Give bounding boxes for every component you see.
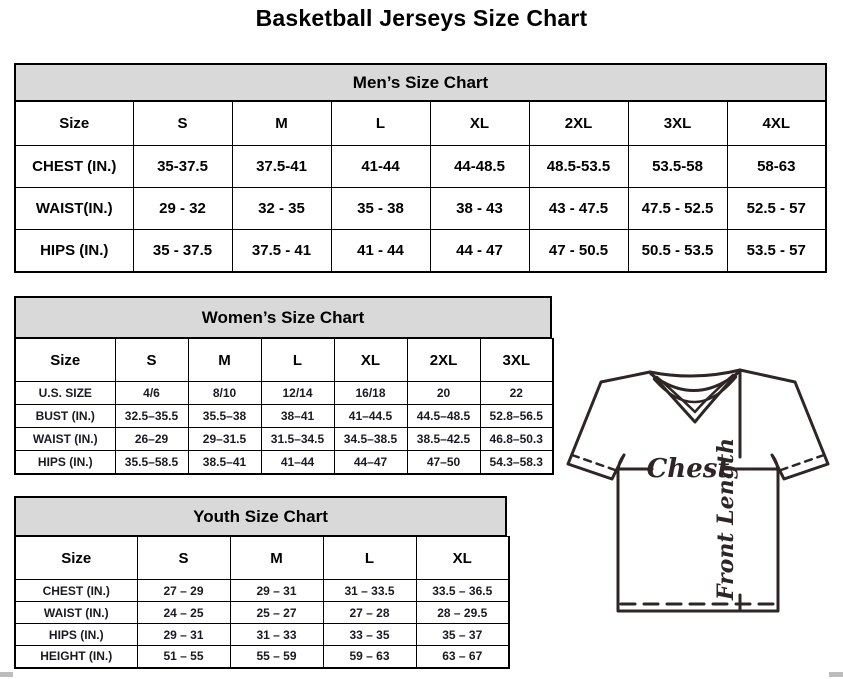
- jersey-vneck-outer: [650, 370, 740, 422]
- table-cell: 53.5 - 57: [727, 230, 826, 272]
- chest-label: Chest: [646, 454, 730, 484]
- table-header-row: [15, 537, 509, 580]
- youth-size-chart-section: [14, 496, 507, 669]
- row-label: HIPS (IN.): [15, 230, 133, 272]
- table-cell: 27 – 28: [323, 602, 416, 624]
- table-cell: 4/6: [115, 382, 188, 405]
- column-header: 2XL: [529, 102, 628, 146]
- table-header-row: [15, 102, 826, 146]
- column-header: XL: [430, 102, 529, 146]
- mens-size-chart-section: [14, 63, 827, 273]
- table-cell: 8/10: [188, 382, 261, 405]
- mens-chart-title: Men’s Size Chart: [14, 63, 827, 101]
- column-header: 2XL: [407, 339, 480, 382]
- column-header: 4XL: [727, 102, 826, 146]
- table-row: [15, 580, 509, 602]
- column-header: S: [133, 102, 232, 146]
- table-cell: 35 - 38: [331, 188, 430, 230]
- table-cell: 58-63: [727, 146, 826, 188]
- column-header: 3XL: [628, 102, 727, 146]
- table-cell: 29–31.5: [188, 428, 261, 451]
- mens-size-table: [14, 101, 827, 273]
- table-cell: 32.5–35.5: [115, 405, 188, 428]
- table-cell: 12/14: [261, 382, 334, 405]
- table-cell: 38 - 43: [430, 188, 529, 230]
- table-cell: 41–44.5: [334, 405, 407, 428]
- column-header: S: [115, 339, 188, 382]
- table-cell: 33.5 – 36.5: [416, 580, 509, 602]
- table-cell: 53.5-58: [628, 146, 727, 188]
- table-cell: 44–47: [334, 451, 407, 474]
- page-title: Basketball Jerseys Size Chart: [255, 5, 588, 31]
- table-cell: 38–41: [261, 405, 334, 428]
- row-label: U.S. SIZE: [15, 382, 115, 405]
- table-cell: 41–44: [261, 451, 334, 474]
- table-row: [15, 602, 509, 624]
- womens-size-chart-section: [14, 296, 552, 475]
- table-cell: 35.5–38: [188, 405, 261, 428]
- column-header: M: [188, 339, 261, 382]
- table-row: [15, 405, 553, 428]
- table-header-row: [15, 339, 553, 382]
- table-cell: 22: [480, 382, 553, 405]
- table-cell: 16/18: [334, 382, 407, 405]
- table-row: [15, 428, 553, 451]
- column-header: XL: [334, 339, 407, 382]
- table-cell: 52.8–56.5: [480, 405, 553, 428]
- youth-chart-title: Youth Size Chart: [14, 496, 507, 536]
- womens-size-table: [14, 338, 554, 475]
- table-row: [15, 146, 826, 188]
- column-header: M: [230, 537, 323, 580]
- table-cell: 44.5–48.5: [407, 405, 480, 428]
- womens-chart-title: Women’s Size Chart: [14, 296, 552, 338]
- table-row: [15, 451, 553, 474]
- front-length-label: Front Length: [713, 437, 739, 601]
- table-cell: 37.5 - 41: [232, 230, 331, 272]
- row-label: WAIST(IN.): [15, 188, 133, 230]
- youth-size-table: [14, 536, 510, 669]
- column-header: Size: [15, 102, 133, 146]
- column-header: Size: [15, 339, 115, 382]
- row-label: HEIGHT (IN.): [15, 646, 137, 668]
- table-cell: 29 – 31: [137, 624, 230, 646]
- row-label: WAIST (IN.): [15, 602, 137, 624]
- table-row: [15, 624, 509, 646]
- table-cell: 41 - 44: [331, 230, 430, 272]
- table-cell: 52.5 - 57: [727, 188, 826, 230]
- table-row: [15, 382, 553, 405]
- table-cell: 50.5 - 53.5: [628, 230, 727, 272]
- table-cell: 41-44: [331, 146, 430, 188]
- table-cell: 29 - 32: [133, 188, 232, 230]
- table-cell: 25 – 27: [230, 602, 323, 624]
- row-label: HIPS (IN.): [15, 624, 137, 646]
- table-cell: 48.5-53.5: [529, 146, 628, 188]
- horizontal-scrollbar-left-thumb[interactable]: [0, 672, 13, 677]
- table-cell: 43 - 47.5: [529, 188, 628, 230]
- table-cell: 34.5–38.5: [334, 428, 407, 451]
- table-cell: 35 – 37: [416, 624, 509, 646]
- table-cell: 28 – 29.5: [416, 602, 509, 624]
- table-cell: 59 – 63: [323, 646, 416, 668]
- table-cell: 47 - 50.5: [529, 230, 628, 272]
- column-header: L: [331, 102, 430, 146]
- column-header: L: [323, 537, 416, 580]
- row-label: WAIST (IN.): [15, 428, 115, 451]
- row-label: CHEST (IN.): [15, 146, 133, 188]
- table-cell: 63 – 67: [416, 646, 509, 668]
- table-cell: 51 – 55: [137, 646, 230, 668]
- column-header: XL: [416, 537, 509, 580]
- table-cell: 38.5–42.5: [407, 428, 480, 451]
- jersey-collar-top-edge: [650, 370, 740, 376]
- table-cell: 31 – 33: [230, 624, 323, 646]
- table-cell: 20: [407, 382, 480, 405]
- table-cell: 29 – 31: [230, 580, 323, 602]
- table-cell: 33 – 35: [323, 624, 416, 646]
- table-cell: 26–29: [115, 428, 188, 451]
- column-header: 3XL: [480, 339, 553, 382]
- table-cell: 38.5–41: [188, 451, 261, 474]
- horizontal-scrollbar-right-thumb[interactable]: [829, 672, 843, 677]
- column-header: Size: [15, 537, 137, 580]
- jersey-outline-shape: [568, 370, 828, 611]
- table-cell: 31.5–34.5: [261, 428, 334, 451]
- column-header: M: [232, 102, 331, 146]
- row-label: BUST (IN.): [15, 405, 115, 428]
- table-cell: 44-48.5: [430, 146, 529, 188]
- table-cell: 47–50: [407, 451, 480, 474]
- table-cell: 35 - 37.5: [133, 230, 232, 272]
- table-cell: 47.5 - 52.5: [628, 188, 727, 230]
- row-label: HIPS (IN.): [15, 451, 115, 474]
- table-cell: 31 – 33.5: [323, 580, 416, 602]
- table-cell: 46.8–50.3: [480, 428, 553, 451]
- table-cell: 35.5–58.5: [115, 451, 188, 474]
- column-header: S: [137, 537, 230, 580]
- table-cell: 32 - 35: [232, 188, 331, 230]
- table-cell: 27 – 29: [137, 580, 230, 602]
- table-cell: 37.5-41: [232, 146, 331, 188]
- column-header: L: [261, 339, 334, 382]
- table-cell: 44 - 47: [430, 230, 529, 272]
- table-cell: 35-37.5: [133, 146, 232, 188]
- table-cell: 54.3–58.3: [480, 451, 553, 474]
- table-row: [15, 230, 826, 272]
- jersey-measurement-diagram: [555, 356, 843, 624]
- table-row: [15, 188, 826, 230]
- table-cell: 55 – 59: [230, 646, 323, 668]
- table-row: [15, 646, 509, 668]
- table-cell: 24 – 25: [137, 602, 230, 624]
- row-label: CHEST (IN.): [15, 580, 137, 602]
